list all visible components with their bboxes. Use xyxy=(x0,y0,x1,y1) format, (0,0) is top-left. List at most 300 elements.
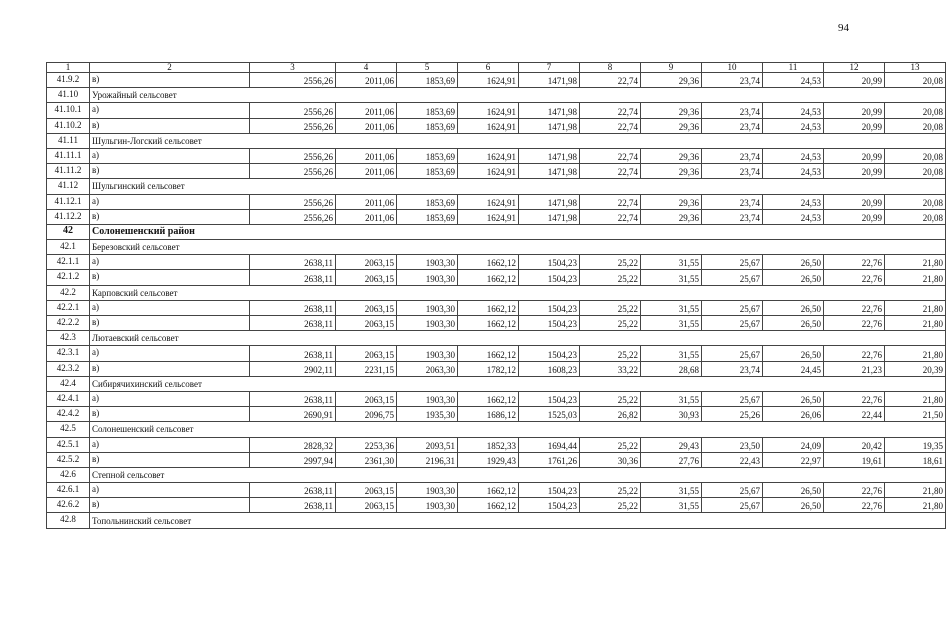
row-code: 42.3.2 xyxy=(47,361,90,376)
value-cell-col-9: 31,55 xyxy=(641,255,702,270)
value-cell-col-6: 1662,12 xyxy=(458,391,519,406)
value-cell-col-4: 2063,15 xyxy=(336,498,397,513)
value-cell-col-12: 22,76 xyxy=(824,300,885,315)
column-header-5: 5 xyxy=(397,63,458,73)
value-cell-col-4: 2011,06 xyxy=(336,209,397,224)
value-cell-col-6: 1662,12 xyxy=(458,498,519,513)
value-cell-col-5: 1853,69 xyxy=(397,194,458,209)
value-cell-col-7: 1504,23 xyxy=(519,391,580,406)
row-code: 42.5 xyxy=(47,422,90,437)
row-code: 41.11 xyxy=(47,133,90,148)
row-label: в) xyxy=(90,498,250,513)
value-cell-col-10: 23,74 xyxy=(702,118,763,133)
value-cell-col-3: 2556,26 xyxy=(250,209,336,224)
value-cell-col-6: 1624,91 xyxy=(458,103,519,118)
value-cell-col-5: 1853,69 xyxy=(397,118,458,133)
table-row xyxy=(47,164,946,179)
row-code: 41.12.2 xyxy=(47,209,90,224)
value-cell-col-9: 29,43 xyxy=(641,437,702,452)
value-cell-col-3: 2638,11 xyxy=(250,316,336,331)
value-cell-col-11: 26,50 xyxy=(763,316,824,331)
value-cell-col-3: 2828,32 xyxy=(250,437,336,452)
row-code: 42.6 xyxy=(47,467,90,482)
value-cell-col-3: 2638,11 xyxy=(250,270,336,285)
value-cell-col-5: 1853,69 xyxy=(397,148,458,163)
value-cell-col-4: 2011,06 xyxy=(336,103,397,118)
value-cell-col-8: 22,74 xyxy=(580,118,641,133)
value-cell-col-9: 31,55 xyxy=(641,483,702,498)
value-cell-col-4: 2063,15 xyxy=(336,346,397,361)
row-code: 42 xyxy=(47,224,90,239)
table-body xyxy=(47,73,946,529)
value-cell-col-12: 20,99 xyxy=(824,73,885,88)
value-cell-col-4: 2063,15 xyxy=(336,255,397,270)
row-code: 42.2.2 xyxy=(47,316,90,331)
row-label: в) xyxy=(90,164,250,179)
value-cell-col-4: 2231,15 xyxy=(336,361,397,376)
value-cell-col-3: 2638,11 xyxy=(250,346,336,361)
row-label: в) xyxy=(90,407,250,422)
section-row xyxy=(47,240,946,255)
value-cell-col-4: 2011,06 xyxy=(336,118,397,133)
table-row xyxy=(47,316,946,331)
value-cell-col-7: 1471,98 xyxy=(519,103,580,118)
column-header-13: 13 xyxy=(885,63,946,73)
value-cell-col-10: 23,74 xyxy=(702,194,763,209)
table-row xyxy=(47,346,946,361)
table-row xyxy=(47,498,946,513)
section-title: Солонешенский район xyxy=(90,224,946,239)
section-title: Шульгинский сельсовет xyxy=(90,179,946,194)
table-row xyxy=(47,209,946,224)
value-cell-col-12: 22,76 xyxy=(824,316,885,331)
value-cell-col-8: 25,22 xyxy=(580,391,641,406)
value-cell-col-7: 1504,23 xyxy=(519,270,580,285)
value-cell-col-7: 1504,23 xyxy=(519,498,580,513)
value-cell-col-10: 25,67 xyxy=(702,255,763,270)
value-cell-col-9: 29,36 xyxy=(641,194,702,209)
table-row xyxy=(47,361,946,376)
value-cell-col-6: 1662,12 xyxy=(458,255,519,270)
value-cell-col-13: 20,08 xyxy=(885,103,946,118)
section-row xyxy=(47,285,946,300)
value-cell-col-11: 26,50 xyxy=(763,300,824,315)
section-row xyxy=(47,224,946,239)
table-row xyxy=(47,300,946,315)
section-row xyxy=(47,376,946,391)
row-code: 42.5.2 xyxy=(47,452,90,467)
value-cell-col-13: 21,80 xyxy=(885,483,946,498)
value-cell-col-9: 29,36 xyxy=(641,209,702,224)
row-code: 42.6.1 xyxy=(47,483,90,498)
value-cell-col-13: 21,80 xyxy=(885,255,946,270)
value-cell-col-12: 20,42 xyxy=(824,437,885,452)
value-cell-col-13: 20,08 xyxy=(885,148,946,163)
value-cell-col-8: 22,74 xyxy=(580,164,641,179)
value-cell-col-13: 21,80 xyxy=(885,498,946,513)
value-cell-col-13: 21,80 xyxy=(885,346,946,361)
row-code: 41.10 xyxy=(47,88,90,103)
section-title: Топольнинский сельсовет xyxy=(90,513,946,528)
value-cell-col-4: 2063,15 xyxy=(336,391,397,406)
value-cell-col-12: 20,99 xyxy=(824,148,885,163)
table-row xyxy=(47,452,946,467)
value-cell-col-5: 2063,30 xyxy=(397,361,458,376)
value-cell-col-8: 25,22 xyxy=(580,270,641,285)
value-cell-col-3: 2638,11 xyxy=(250,391,336,406)
value-cell-col-6: 1624,91 xyxy=(458,148,519,163)
value-cell-col-7: 1761,26 xyxy=(519,452,580,467)
row-label: в) xyxy=(90,209,250,224)
tariff-table xyxy=(46,62,946,529)
section-row xyxy=(47,179,946,194)
value-cell-col-6: 1782,12 xyxy=(458,361,519,376)
value-cell-col-6: 1929,43 xyxy=(458,452,519,467)
section-title: Лютаевский сельсовет xyxy=(90,331,946,346)
value-cell-col-4: 2096,75 xyxy=(336,407,397,422)
value-cell-col-9: 31,55 xyxy=(641,498,702,513)
value-cell-col-11: 24,53 xyxy=(763,118,824,133)
row-code: 42.4 xyxy=(47,376,90,391)
section-title: Урожайный сельсовет xyxy=(90,88,946,103)
value-cell-col-7: 1694,44 xyxy=(519,437,580,452)
value-cell-col-8: 25,22 xyxy=(580,498,641,513)
section-row xyxy=(47,467,946,482)
row-label: в) xyxy=(90,118,250,133)
table-row xyxy=(47,270,946,285)
value-cell-col-13: 20,08 xyxy=(885,118,946,133)
row-code: 41.10.1 xyxy=(47,103,90,118)
row-code: 42.6.2 xyxy=(47,498,90,513)
value-cell-col-10: 23,74 xyxy=(702,73,763,88)
value-cell-col-7: 1504,23 xyxy=(519,346,580,361)
row-label: в) xyxy=(90,361,250,376)
value-cell-col-12: 22,76 xyxy=(824,498,885,513)
value-cell-col-9: 31,55 xyxy=(641,391,702,406)
row-label: а) xyxy=(90,148,250,163)
value-cell-col-13: 21,80 xyxy=(885,391,946,406)
row-label: а) xyxy=(90,483,250,498)
value-cell-col-4: 2063,15 xyxy=(336,270,397,285)
value-cell-col-13: 20,08 xyxy=(885,164,946,179)
value-cell-col-11: 24,53 xyxy=(763,194,824,209)
value-cell-col-8: 25,22 xyxy=(580,300,641,315)
value-cell-col-12: 20,99 xyxy=(824,118,885,133)
section-row xyxy=(47,133,946,148)
value-cell-col-11: 26,50 xyxy=(763,498,824,513)
row-code: 42.2.1 xyxy=(47,300,90,315)
value-cell-col-5: 1903,30 xyxy=(397,300,458,315)
table-row xyxy=(47,255,946,270)
value-cell-col-9: 27,76 xyxy=(641,452,702,467)
value-cell-col-5: 2196,31 xyxy=(397,452,458,467)
value-cell-col-10: 23,74 xyxy=(702,148,763,163)
section-title: Шульгин-Логский сельсовет xyxy=(90,133,946,148)
value-cell-col-10: 25,26 xyxy=(702,407,763,422)
row-label: а) xyxy=(90,255,250,270)
value-cell-col-9: 29,36 xyxy=(641,103,702,118)
value-cell-col-4: 2011,06 xyxy=(336,148,397,163)
value-cell-col-5: 1853,69 xyxy=(397,103,458,118)
value-cell-col-6: 1662,12 xyxy=(458,483,519,498)
value-cell-col-6: 1624,91 xyxy=(458,118,519,133)
value-cell-col-8: 22,74 xyxy=(580,148,641,163)
value-cell-col-11: 26,50 xyxy=(763,391,824,406)
value-cell-col-11: 26,06 xyxy=(763,407,824,422)
value-cell-col-11: 24,09 xyxy=(763,437,824,452)
value-cell-col-5: 1903,30 xyxy=(397,316,458,331)
column-header-10: 10 xyxy=(702,63,763,73)
section-row xyxy=(47,513,946,528)
row-code: 42.3.1 xyxy=(47,346,90,361)
value-cell-col-7: 1471,98 xyxy=(519,73,580,88)
value-cell-col-3: 2638,11 xyxy=(250,255,336,270)
row-code: 41.11.2 xyxy=(47,164,90,179)
row-code: 42.2 xyxy=(47,285,90,300)
value-cell-col-13: 20,08 xyxy=(885,194,946,209)
value-cell-col-13: 21,80 xyxy=(885,316,946,331)
value-cell-col-6: 1662,12 xyxy=(458,346,519,361)
value-cell-col-13: 21,80 xyxy=(885,270,946,285)
value-cell-col-4: 2011,06 xyxy=(336,164,397,179)
value-cell-col-5: 1853,69 xyxy=(397,164,458,179)
value-cell-col-3: 2556,26 xyxy=(250,118,336,133)
value-cell-col-11: 24,45 xyxy=(763,361,824,376)
value-cell-col-6: 1852,33 xyxy=(458,437,519,452)
value-cell-col-8: 22,74 xyxy=(580,73,641,88)
value-cell-col-5: 1903,30 xyxy=(397,346,458,361)
value-cell-col-12: 21,23 xyxy=(824,361,885,376)
value-cell-col-7: 1504,23 xyxy=(519,255,580,270)
row-label: а) xyxy=(90,103,250,118)
value-cell-col-8: 22,74 xyxy=(580,194,641,209)
value-cell-col-4: 2011,06 xyxy=(336,194,397,209)
table-row xyxy=(47,148,946,163)
value-cell-col-3: 2638,11 xyxy=(250,483,336,498)
row-code: 41.9.2 xyxy=(47,73,90,88)
section-title: Березовский сельсовет xyxy=(90,240,946,255)
value-cell-col-12: 20,99 xyxy=(824,164,885,179)
value-cell-col-8: 25,22 xyxy=(580,346,641,361)
value-cell-col-9: 31,55 xyxy=(641,300,702,315)
value-cell-col-4: 2253,36 xyxy=(336,437,397,452)
section-row xyxy=(47,88,946,103)
column-header-1: 1 xyxy=(47,63,90,73)
value-cell-col-8: 22,74 xyxy=(580,103,641,118)
table-row xyxy=(47,118,946,133)
value-cell-col-7: 1471,98 xyxy=(519,194,580,209)
value-cell-col-8: 25,22 xyxy=(580,255,641,270)
value-cell-col-11: 24,53 xyxy=(763,209,824,224)
value-cell-col-11: 24,53 xyxy=(763,103,824,118)
row-code: 42.8 xyxy=(47,513,90,528)
row-code: 41.10.2 xyxy=(47,118,90,133)
value-cell-col-13: 20,08 xyxy=(885,209,946,224)
column-header-2: 2 xyxy=(90,63,250,73)
value-cell-col-4: 2063,15 xyxy=(336,300,397,315)
value-cell-col-12: 19,61 xyxy=(824,452,885,467)
value-cell-col-12: 22,76 xyxy=(824,255,885,270)
value-cell-col-10: 25,67 xyxy=(702,391,763,406)
value-cell-col-3: 2556,26 xyxy=(250,164,336,179)
value-cell-col-9: 31,55 xyxy=(641,316,702,331)
row-code: 41.12 xyxy=(47,179,90,194)
column-header-4: 4 xyxy=(336,63,397,73)
column-header-8: 8 xyxy=(580,63,641,73)
value-cell-col-13: 20,08 xyxy=(885,73,946,88)
value-cell-col-8: 30,36 xyxy=(580,452,641,467)
page-number: 94 xyxy=(838,22,849,34)
value-cell-col-3: 2556,26 xyxy=(250,194,336,209)
value-cell-col-10: 23,74 xyxy=(702,103,763,118)
value-cell-col-5: 1903,30 xyxy=(397,483,458,498)
value-cell-col-8: 25,22 xyxy=(580,437,641,452)
table-row xyxy=(47,194,946,209)
value-cell-col-7: 1471,98 xyxy=(519,164,580,179)
value-cell-col-10: 25,67 xyxy=(702,270,763,285)
value-cell-col-5: 1903,30 xyxy=(397,255,458,270)
value-cell-col-12: 20,99 xyxy=(824,103,885,118)
value-cell-col-3: 2997,94 xyxy=(250,452,336,467)
row-label: в) xyxy=(90,73,250,88)
row-code: 42.1 xyxy=(47,240,90,255)
row-label: а) xyxy=(90,194,250,209)
value-cell-col-11: 26,50 xyxy=(763,483,824,498)
value-cell-col-10: 22,43 xyxy=(702,452,763,467)
value-cell-col-7: 1525,03 xyxy=(519,407,580,422)
table-row xyxy=(47,437,946,452)
section-row xyxy=(47,331,946,346)
row-label: в) xyxy=(90,452,250,467)
value-cell-col-5: 1903,30 xyxy=(397,391,458,406)
column-header-7: 7 xyxy=(519,63,580,73)
value-cell-col-5: 1853,69 xyxy=(397,73,458,88)
value-cell-col-7: 1504,23 xyxy=(519,300,580,315)
value-cell-col-8: 33,22 xyxy=(580,361,641,376)
row-code: 42.1.2 xyxy=(47,270,90,285)
value-cell-col-9: 30,93 xyxy=(641,407,702,422)
table-row xyxy=(47,391,946,406)
value-cell-col-5: 1935,30 xyxy=(397,407,458,422)
value-cell-col-7: 1471,98 xyxy=(519,118,580,133)
value-cell-col-10: 25,67 xyxy=(702,498,763,513)
value-cell-col-6: 1624,91 xyxy=(458,73,519,88)
value-cell-col-3: 2902,11 xyxy=(250,361,336,376)
row-code: 42.3 xyxy=(47,331,90,346)
value-cell-col-3: 2556,26 xyxy=(250,73,336,88)
value-cell-col-11: 26,50 xyxy=(763,346,824,361)
value-cell-col-10: 25,67 xyxy=(702,300,763,315)
value-cell-col-10: 25,67 xyxy=(702,316,763,331)
value-cell-col-10: 23,50 xyxy=(702,437,763,452)
value-cell-col-3: 2556,26 xyxy=(250,103,336,118)
section-title: Сибирячихинский сельсовет xyxy=(90,376,946,391)
value-cell-col-3: 2638,11 xyxy=(250,300,336,315)
value-cell-col-12: 22,76 xyxy=(824,270,885,285)
value-cell-col-4: 2063,15 xyxy=(336,316,397,331)
value-cell-col-3: 2556,26 xyxy=(250,148,336,163)
column-number-header xyxy=(47,63,946,73)
value-cell-col-7: 1471,98 xyxy=(519,209,580,224)
value-cell-col-10: 25,67 xyxy=(702,483,763,498)
value-cell-col-7: 1504,23 xyxy=(519,316,580,331)
value-cell-col-11: 24,53 xyxy=(763,148,824,163)
value-cell-col-12: 20,99 xyxy=(824,209,885,224)
value-cell-col-5: 1903,30 xyxy=(397,270,458,285)
value-cell-col-13: 18,61 xyxy=(885,452,946,467)
value-cell-col-10: 23,74 xyxy=(702,209,763,224)
row-label: а) xyxy=(90,391,250,406)
value-cell-col-12: 20,99 xyxy=(824,194,885,209)
value-cell-col-9: 29,36 xyxy=(641,148,702,163)
value-cell-col-4: 2011,06 xyxy=(336,73,397,88)
value-cell-col-9: 29,36 xyxy=(641,164,702,179)
value-cell-col-12: 22,76 xyxy=(824,483,885,498)
value-cell-col-3: 2690,91 xyxy=(250,407,336,422)
value-cell-col-8: 26,82 xyxy=(580,407,641,422)
value-cell-col-4: 2361,30 xyxy=(336,452,397,467)
value-cell-col-13: 21,80 xyxy=(885,300,946,315)
row-label: в) xyxy=(90,316,250,331)
row-label: а) xyxy=(90,437,250,452)
value-cell-col-7: 1471,98 xyxy=(519,148,580,163)
value-cell-col-9: 28,68 xyxy=(641,361,702,376)
row-code: 41.12.1 xyxy=(47,194,90,209)
value-cell-col-6: 1624,91 xyxy=(458,164,519,179)
row-code: 42.4.1 xyxy=(47,391,90,406)
value-cell-col-12: 22,76 xyxy=(824,346,885,361)
value-cell-col-3: 2638,11 xyxy=(250,498,336,513)
value-cell-col-11: 24,53 xyxy=(763,73,824,88)
row-code: 42.4.2 xyxy=(47,407,90,422)
value-cell-col-9: 29,36 xyxy=(641,118,702,133)
value-cell-col-10: 23,74 xyxy=(702,361,763,376)
row-label: в) xyxy=(90,270,250,285)
value-cell-col-5: 1853,69 xyxy=(397,209,458,224)
value-cell-col-9: 31,55 xyxy=(641,346,702,361)
row-code: 42.1.1 xyxy=(47,255,90,270)
row-label: а) xyxy=(90,346,250,361)
value-cell-col-8: 25,22 xyxy=(580,316,641,331)
value-cell-col-11: 22,97 xyxy=(763,452,824,467)
section-title: Солонешенский сельсовет xyxy=(90,422,946,437)
value-cell-col-5: 2093,51 xyxy=(397,437,458,452)
row-code: 41.11.1 xyxy=(47,148,90,163)
row-code: 42.5.1 xyxy=(47,437,90,452)
column-header-11: 11 xyxy=(763,63,824,73)
value-cell-col-6: 1624,91 xyxy=(458,194,519,209)
table-row xyxy=(47,483,946,498)
value-cell-col-6: 1624,91 xyxy=(458,209,519,224)
value-cell-col-7: 1608,23 xyxy=(519,361,580,376)
value-cell-col-11: 24,53 xyxy=(763,164,824,179)
value-cell-col-8: 22,74 xyxy=(580,209,641,224)
value-cell-col-12: 22,44 xyxy=(824,407,885,422)
value-cell-col-12: 22,76 xyxy=(824,391,885,406)
column-header-3: 3 xyxy=(250,63,336,73)
value-cell-col-6: 1686,12 xyxy=(458,407,519,422)
value-cell-col-11: 26,50 xyxy=(763,270,824,285)
row-label: а) xyxy=(90,300,250,315)
value-cell-col-9: 31,55 xyxy=(641,270,702,285)
section-title: Степной сельсовет xyxy=(90,467,946,482)
value-cell-col-8: 25,22 xyxy=(580,483,641,498)
value-cell-col-11: 26,50 xyxy=(763,255,824,270)
value-cell-col-6: 1662,12 xyxy=(458,270,519,285)
value-cell-col-10: 25,67 xyxy=(702,346,763,361)
value-cell-col-13: 19,35 xyxy=(885,437,946,452)
value-cell-col-4: 2063,15 xyxy=(336,483,397,498)
